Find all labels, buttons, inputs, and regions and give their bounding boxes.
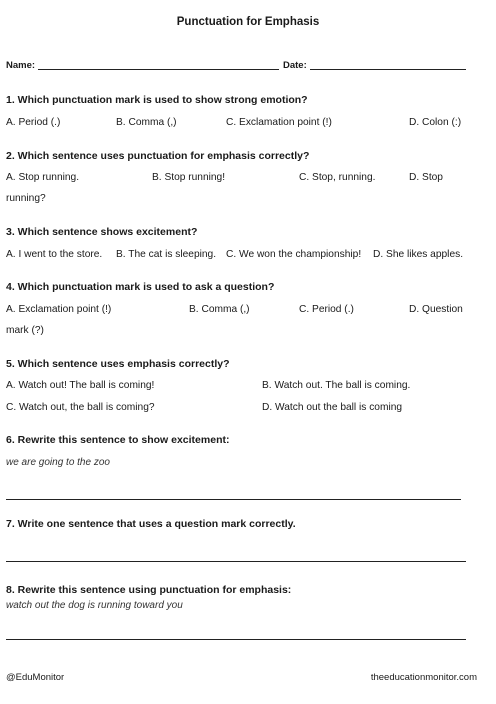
q4-option-c[interactable]: C. Period (.) [299,304,354,315]
q5-option-a[interactable]: A. Watch out! The ball is coming! [6,380,155,391]
footer-handle: @EduMonitor [6,672,65,683]
question-3: 3. Which sentence shows excitement? [6,226,198,238]
q4-option-a[interactable]: A. Exclamation point (!) [6,304,112,315]
q3-option-d[interactable]: D. She likes apples. [373,249,464,260]
q2-option-c[interactable]: C. Stop, running. [299,172,376,183]
q6-prompt: we are going to the zoo [6,457,110,468]
q7-answer-line[interactable] [6,561,466,562]
q5-option-d[interactable]: D. Watch out the ball is coming [262,402,403,413]
q3-option-a[interactable]: A. I went to the store. [6,249,103,260]
q5-option-b[interactable]: B. Watch out. The ball is coming. [262,380,411,391]
q4-option-d-wrap: mark (?) [6,325,44,336]
name-label: Name: [6,60,36,71]
q5-option-c[interactable]: C. Watch out, the ball is coming? [6,402,155,413]
q1-option-d[interactable]: D. Colon (:) [409,117,462,128]
q1-option-a[interactable]: A. Period (.) [6,117,61,128]
q1-option-c[interactable]: C. Exclamation point (!) [226,117,332,128]
q4-option-d[interactable]: D. Question [409,304,463,315]
q3-option-b[interactable]: B. The cat is sleeping. [116,249,217,260]
q4-option-b[interactable]: B. Comma (,) [189,304,250,315]
q3-option-c[interactable]: C. We won the championship! [226,249,362,260]
footer-website[interactable]: theeducationmonitor.com [370,672,477,683]
q6-answer-line[interactable] [6,499,461,500]
q2-option-b[interactable]: B. Stop running! [152,172,226,183]
q8-answer-line[interactable] [6,639,466,640]
question-4: 4. Which punctuation mark is used to ask a question? [6,281,275,293]
page-title: Punctuation for Emphasis [176,16,320,28]
q8-prompt: watch out the dog is running toward you [6,600,183,611]
question-6: 6. Rewrite this sentence to show excitement: [6,434,230,446]
q2-option-a[interactable]: A. Stop running. [6,172,80,183]
question-1: 1. Which punctuation mark is used to show strong emotion? [6,94,308,106]
q1-option-b[interactable]: B. Comma (,) [116,117,177,128]
question-5: 5. Which sentence uses emphasis correctly? [6,358,230,370]
q2-option-d[interactable]: D. Stop [409,172,443,183]
question-7: 7. Write one sentence that uses a question mark correctly. [6,518,296,530]
date-label: Date: [283,60,307,71]
question-8: 8. Rewrite this sentence using punctuation for emphasis: [6,584,292,596]
date-line[interactable] [310,69,466,70]
name-line[interactable] [38,69,279,70]
q2-option-d-wrap: running? [6,193,46,204]
question-2: 2. Which sentence uses punctuation for emphasis correctly? [6,150,310,162]
